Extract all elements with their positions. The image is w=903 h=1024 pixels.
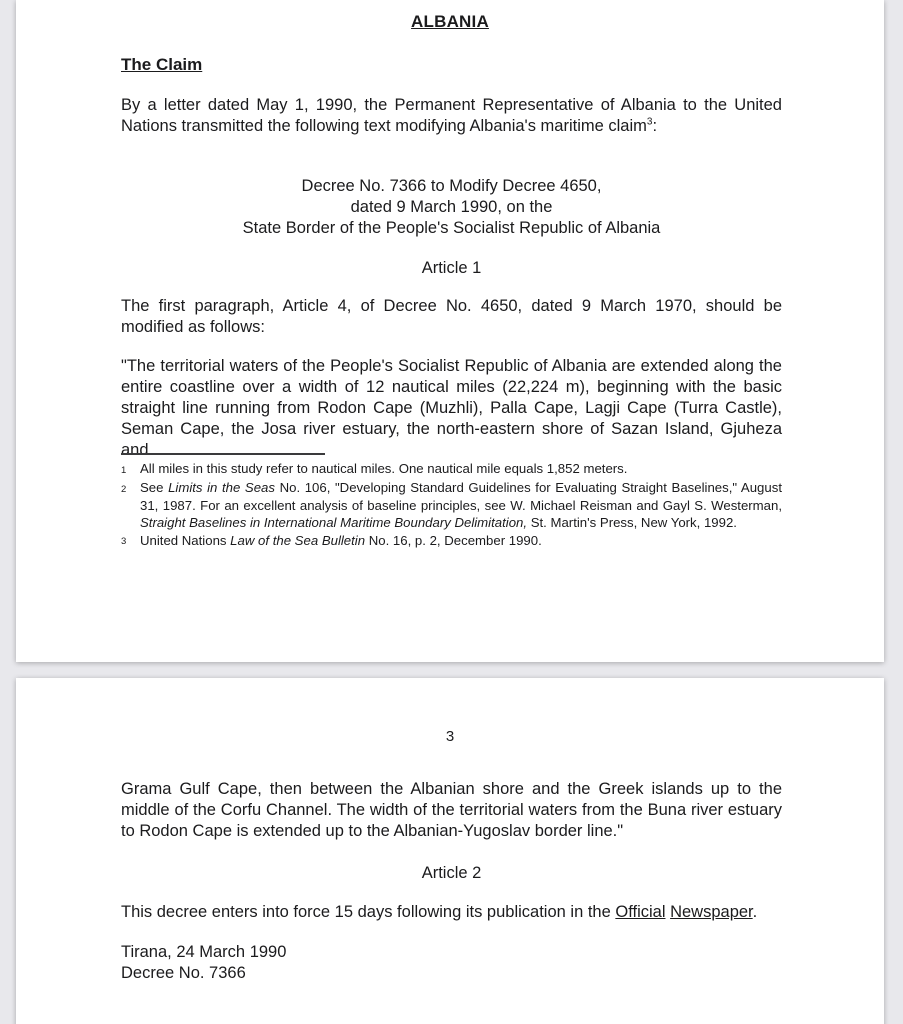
document-title: ALBANIA (411, 12, 489, 31)
intro-text: By a letter dated May 1, 1990, the Permanent Representative of Albania to the United Nations transmitted the following text modifying Albania's maritime claim (121, 96, 782, 135)
decree-heading-line-3: State Border of the People's Socialist Republic of Albania (242, 219, 661, 237)
decree-heading (121, 176, 782, 239)
footnote-3-number: 3 (121, 536, 127, 548)
decree-heading-line-2: dated 9 March 1990, on the (350, 198, 553, 216)
footnote-2 (121, 479, 782, 532)
footnote-3-text: United Nations Law of the Sea Bulletin No. 16, p. 2, December 1990. (140, 532, 542, 548)
force-period: . (752, 903, 758, 921)
footnote-1 (121, 460, 782, 479)
official-underlined-word: Official (615, 903, 666, 921)
newspaper-underlined-word: Newspaper (670, 903, 753, 921)
footnote-reference-3: 3 (646, 116, 653, 128)
document-page-lower (16, 678, 884, 1024)
continuation-paragraph: Grama Gulf Cape, then between the Albanian shore and the Greek islands up to the middle of the Corfu Channel. The width of the territorial waters from the Buna river estuary to Rodon Cape is extended up to the Albanian-Yugoslav border line." (121, 780, 782, 840)
intro-paragraph (121, 95, 782, 137)
force-text: This decree enters into force 15 days following its publication in the (121, 903, 616, 921)
footnote-2-text: See Limits in the Seas No. 106, "Developing Standard Guidelines for Evaluating Straight Baselines," August 31, 1987. For an excellent analysis of baseline principles, see W. Michael Reisman and Gayl S. Westerman, Straight Baselines in International Maritime Boundary Delimitation, St. Martin's Press, New York, 1992. (140, 480, 782, 531)
footnote-1-text: All miles in this study refer to nautical miles. One nautical mile equals 1,852 meters. (140, 461, 628, 476)
page-number: 3 (445, 728, 455, 745)
footnote-3 (121, 532, 782, 551)
signature-decree-number: Decree No. 7366 (121, 964, 246, 982)
modify-paragraph: The first paragraph, Article 4, of Decree No. 4650, dated 9 March 1970, should be modified as follows: (121, 297, 782, 336)
article-2-heading: Article 2 (421, 864, 482, 882)
intro-colon: : (652, 117, 658, 135)
entry-into-force-paragraph (121, 902, 782, 923)
footnote-separator-rule (121, 453, 325, 455)
signature-block (121, 942, 782, 984)
signature-place-date: Tirana, 24 March 1990 (121, 943, 287, 961)
decree-heading-line-1: Decree No. 7366 to Modify Decree 4650, (301, 177, 602, 195)
document-page-upper (16, 0, 884, 662)
quoted-decree-paragraph: "The territorial waters of the People's Socialist Republic of Albania are extended along the entire coastline over a width of 12 nautical miles (22,224 m), beginning with the basic straight line running from Rodon Cape (Muzhli), Palla Cape, Lagji Cape (Turra Castle), Seman Cape, the Josa river estuary, the north-eastern shore of Sazan Island, Gjuheza and (121, 357, 782, 459)
footnote-2-number: 2 (121, 483, 127, 495)
footnotes-section (121, 460, 782, 551)
footnote-1-number: 1 (121, 464, 127, 476)
section-heading-the-claim: The Claim (121, 55, 203, 74)
article-1-heading: Article 1 (421, 259, 482, 277)
